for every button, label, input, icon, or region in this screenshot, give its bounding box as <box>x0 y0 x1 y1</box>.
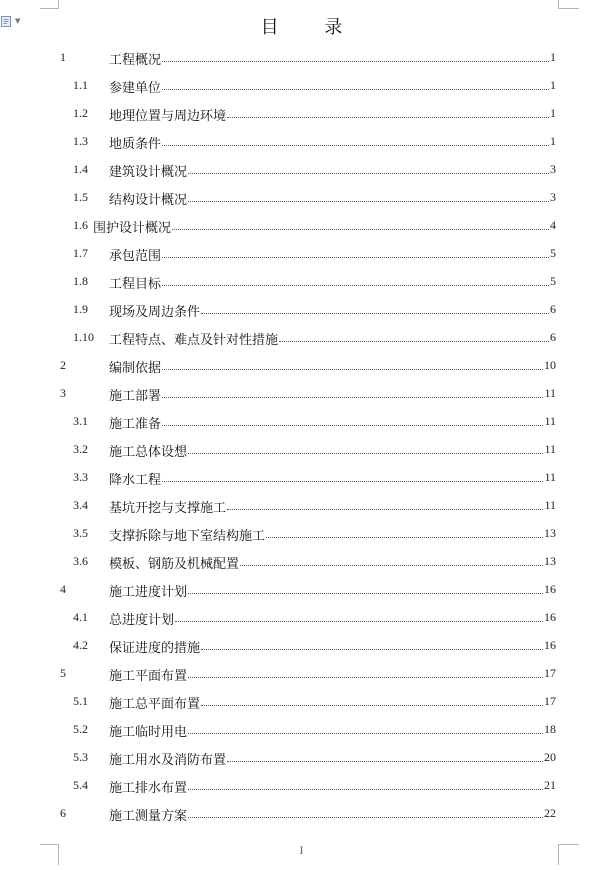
toc-entry-number: 2 <box>60 358 66 372</box>
toc-entry[interactable] <box>0 688 603 716</box>
toc-entry[interactable] <box>0 212 603 240</box>
toc-entry-label: 降水工程 <box>109 469 162 488</box>
toc-entry-label: 基坑开挖与支撑施工 <box>109 497 227 516</box>
toc-entry-number: 5.2 <box>73 722 88 736</box>
toc-dot-leader <box>240 565 543 566</box>
toc-entry[interactable] <box>0 44 603 72</box>
toc-entry-page: 13 <box>544 526 556 540</box>
toc-entry-page: 11 <box>544 498 556 512</box>
toc-entry[interactable] <box>0 156 603 184</box>
toc-dot-leader <box>201 705 543 706</box>
toc-dot-leader <box>201 313 549 314</box>
toc-entry[interactable] <box>0 268 603 296</box>
toc-entry-number: 1.9 <box>73 302 88 316</box>
toc-entry[interactable] <box>0 72 603 100</box>
toc-entry-number: 1 <box>60 50 66 64</box>
toc-entry-page: 20 <box>544 750 556 764</box>
toc-entry-page: 18 <box>544 722 556 736</box>
toc-entry[interactable] <box>0 184 603 212</box>
page-number-footer: I <box>299 843 304 857</box>
toc-entry-label: 围护设计概况 <box>93 217 172 236</box>
toc-entry[interactable] <box>0 772 603 800</box>
toc-entry-label: 施工用水及消防布置 <box>109 749 227 768</box>
toc-dot-leader <box>188 453 543 454</box>
toc-entry-number: 1.7 <box>73 246 88 260</box>
toc-entry-page: 1 <box>550 50 556 64</box>
toc-entry-number: 4 <box>60 582 66 596</box>
toc-entry-label: 施工准备 <box>109 413 162 432</box>
toc-entry-label: 建筑设计概况 <box>109 161 188 180</box>
crop-mark-top-right <box>558 0 579 9</box>
toc-dot-leader <box>162 481 543 482</box>
toc-entry-label: 施工测量方案 <box>109 805 188 824</box>
toc-entry[interactable] <box>0 632 603 660</box>
dropdown-caret-icon: ▼ <box>15 17 21 25</box>
toc-entry-page: 11 <box>544 386 556 400</box>
toc-entry-number: 5.4 <box>73 778 88 792</box>
toc-entry-page: 16 <box>544 610 556 624</box>
toc-entry[interactable] <box>0 324 603 352</box>
toc-entry[interactable] <box>0 800 603 828</box>
toc-entry-page: 5 <box>550 274 556 288</box>
toc-entry-page: 1 <box>550 134 556 148</box>
toc-entry[interactable] <box>0 128 603 156</box>
toc-entry[interactable] <box>0 240 603 268</box>
toc-dot-leader <box>188 677 543 678</box>
toc-dot-leader <box>188 593 543 594</box>
toc-dot-leader <box>201 649 543 650</box>
toc-dot-leader <box>188 173 549 174</box>
toc-dot-leader <box>175 621 543 622</box>
toc-dot-leader <box>266 537 543 538</box>
toc-dot-leader <box>162 61 549 62</box>
toc-title: 目 录 <box>260 17 363 38</box>
toc-entry[interactable] <box>0 436 603 464</box>
toc-entry-page: 11 <box>544 414 556 428</box>
toc-entry-number: 6 <box>60 806 66 820</box>
toc-dot-leader <box>162 145 549 146</box>
toc-entry-page: 22 <box>544 806 556 820</box>
toc-entry-number: 5.1 <box>73 694 88 708</box>
toc-entry-page: 13 <box>544 554 556 568</box>
toc-entry-page: 6 <box>550 302 556 316</box>
toc-entry[interactable] <box>0 520 603 548</box>
toc-entry-number: 1.10 <box>73 330 94 344</box>
toc-dot-leader <box>227 117 549 118</box>
toc-dot-leader <box>227 509 543 510</box>
toc-dot-leader <box>172 229 549 230</box>
toc-entry-number: 3.3 <box>73 470 88 484</box>
toc-entry-label: 施工临时用电 <box>109 721 188 740</box>
toc-entry-page: 3 <box>550 162 556 176</box>
toc-entry-label: 工程特点、难点及针对性措施 <box>109 329 279 348</box>
toc-entry-number: 4.2 <box>73 638 88 652</box>
toc-entry[interactable] <box>0 744 603 772</box>
toc-entry[interactable] <box>0 492 603 520</box>
toc-dot-leader <box>162 257 549 258</box>
toc-entry-label: 总进度计划 <box>109 609 175 628</box>
toc-entry-label: 编制依据 <box>109 357 162 376</box>
toc-entry-label: 承包范围 <box>109 245 162 264</box>
toc-entry[interactable] <box>0 576 603 604</box>
toc-entry-number: 1.2 <box>73 106 88 120</box>
toc-entry-number: 1.6 <box>73 218 88 232</box>
toc-entry-label: 施工排水布置 <box>109 777 188 796</box>
toc-entry[interactable] <box>0 548 603 576</box>
toc-entry-label: 施工平面布置 <box>109 665 188 684</box>
toc-entry-label: 地质条件 <box>109 133 162 152</box>
toc-entry-label: 工程概况 <box>109 49 162 68</box>
toc-dot-leader <box>188 733 543 734</box>
toc-entry-label: 参建单位 <box>109 77 162 96</box>
toc-entry-number: 1.1 <box>73 78 88 92</box>
toc-entry-label: 保证进度的措施 <box>109 637 201 656</box>
crop-mark-top-left <box>40 0 59 9</box>
toc-dot-leader <box>188 201 549 202</box>
toc-entry-label: 施工总平面布置 <box>109 693 201 712</box>
toc-entry-label: 施工总体设想 <box>109 441 188 460</box>
toc-entry-label: 结构设计概况 <box>109 189 188 208</box>
toc-entry-page: 5 <box>550 246 556 260</box>
toc-entry[interactable] <box>0 660 603 688</box>
toc-dot-leader <box>162 369 543 370</box>
toc-entry[interactable] <box>0 296 603 324</box>
toc-dot-leader <box>162 397 543 398</box>
toc-dot-leader <box>279 341 549 342</box>
toc-entry-number: 1.5 <box>73 190 88 204</box>
toc-entry-page: 21 <box>544 778 556 792</box>
toc-entry[interactable] <box>0 380 603 408</box>
toc-entry-number: 3.6 <box>73 554 88 568</box>
toc-entry[interactable] <box>0 604 603 632</box>
toc-entry-number: 1.8 <box>73 274 88 288</box>
toc-entry-number: 5 <box>60 666 66 680</box>
toc-entry-number: 3.2 <box>73 442 88 456</box>
toc-entry-number: 5.3 <box>73 750 88 764</box>
toc-entry-label: 现场及周边条件 <box>109 301 201 320</box>
toc-dot-leader <box>188 789 543 790</box>
toc-entry-label: 地理位置与周边环境 <box>109 105 227 124</box>
toc-entry-number: 3.1 <box>73 414 88 428</box>
toc-entry-number: 3.4 <box>73 498 88 512</box>
toc-entry-label: 施工部署 <box>109 385 162 404</box>
toc-entry-number: 1.3 <box>73 134 88 148</box>
toc-dot-leader <box>227 761 543 762</box>
toc-dot-leader <box>162 425 543 426</box>
toc-dot-leader <box>162 285 549 286</box>
toc-entry-label: 支撑拆除与地下室结构施工 <box>109 525 266 544</box>
toc-entry-page: 6 <box>550 330 556 344</box>
toc-entry-page: 16 <box>544 638 556 652</box>
toc-entry-page: 4 <box>550 218 556 232</box>
toc-entry-label: 施工进度计划 <box>109 581 188 600</box>
toc-entry[interactable] <box>0 408 603 436</box>
toc-entry-number: 4.1 <box>73 610 88 624</box>
toc-dot-leader <box>162 89 549 90</box>
toc-entry-page: 10 <box>544 358 556 372</box>
toc-entry[interactable] <box>0 464 603 492</box>
toc-entry-page: 16 <box>544 582 556 596</box>
toc-entry-page: 17 <box>544 694 556 708</box>
toc-entry-page: 1 <box>550 106 556 120</box>
toc-entry[interactable] <box>0 352 603 380</box>
toc-entry-number: 3 <box>60 386 66 400</box>
toc-entry-page: 11 <box>544 442 556 456</box>
toc-entry[interactable] <box>0 100 603 128</box>
toc-entry-page: 3 <box>550 190 556 204</box>
toc-entry-number: 3.5 <box>73 526 88 540</box>
toc-entry[interactable] <box>0 716 603 744</box>
toc-dot-leader <box>188 817 543 818</box>
toc-entry-page: 11 <box>544 470 556 484</box>
toc-entry-page: 17 <box>544 666 556 680</box>
toc-entry-label: 工程目标 <box>109 273 162 292</box>
toc-entry-page: 1 <box>550 78 556 92</box>
toc-entry-number: 1.4 <box>73 162 88 176</box>
toc-entry-label: 模板、钢筋及机械配置 <box>109 553 240 572</box>
